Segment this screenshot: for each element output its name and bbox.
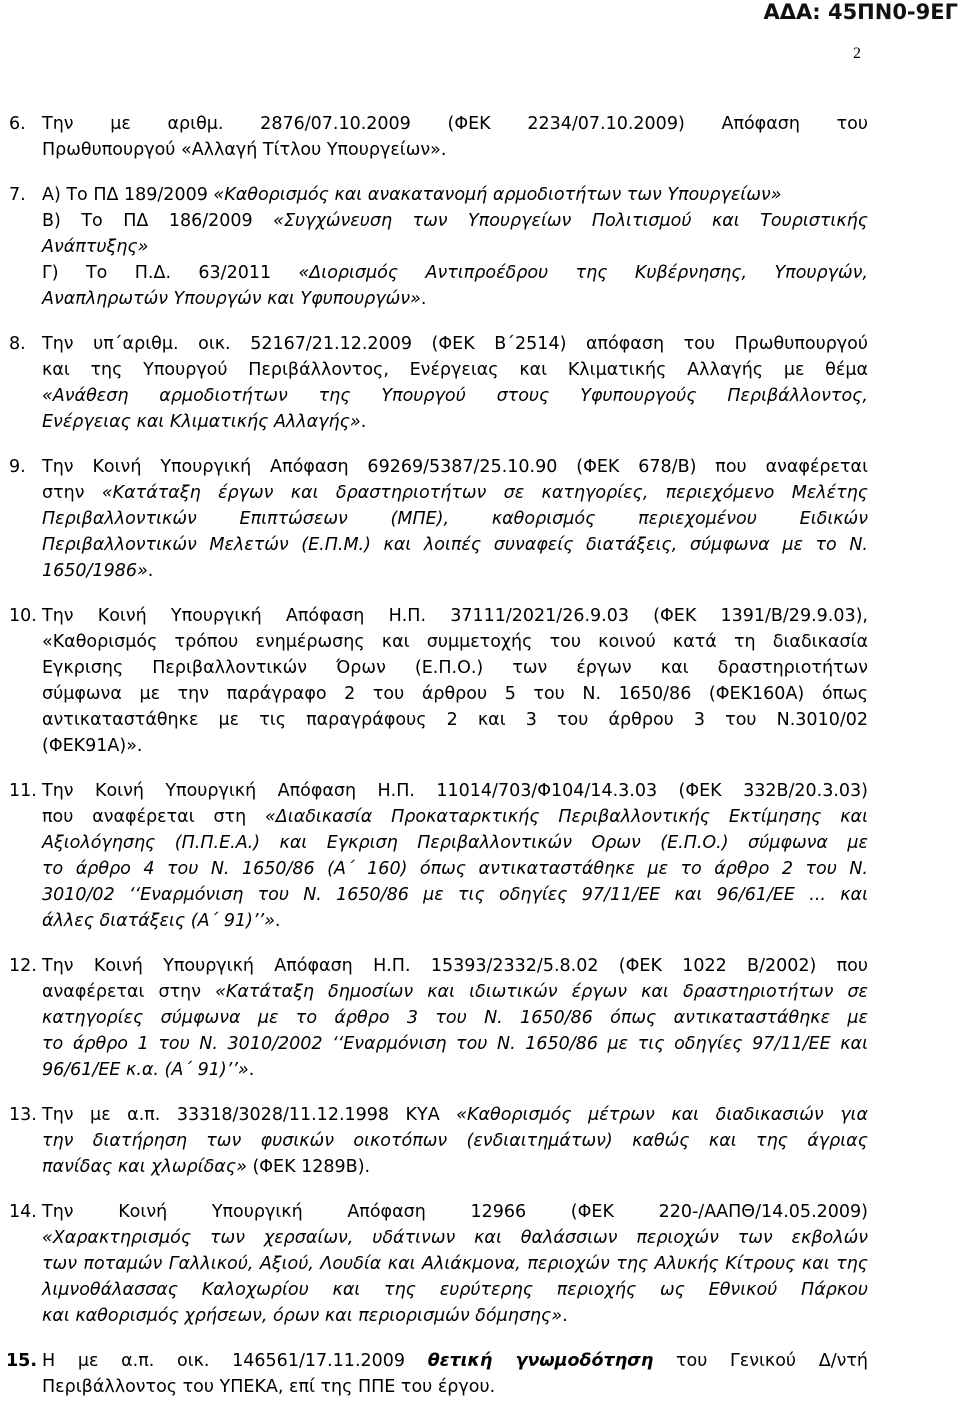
quoted-title: «Διαδικασία Προκαταρκτικής Περιβαλλοντικής Εκτίμησης και	[265, 807, 868, 827]
item-text	[42, 182, 868, 312]
text-run: Β) Το ΠΔ 186/2009	[42, 211, 274, 231]
text-line	[42, 234, 868, 260]
text-line	[42, 383, 868, 409]
list-item	[0, 182, 868, 312]
item-number: 13.	[9, 1105, 37, 1125]
text-run: Την με α.π. 33318/3028/11.12.1998 ΚΥΑ	[42, 1105, 457, 1125]
text-run: Εγκρισης Περιβαλλοντικών Όρων (Ε.Π.Ο.) των έργων και δραστηριοτήτων	[42, 658, 868, 678]
text-line	[42, 1128, 868, 1154]
text-line	[42, 1225, 868, 1251]
item-text	[42, 953, 868, 1083]
item-number: 15.	[6, 1351, 38, 1371]
item-text	[42, 1199, 868, 1329]
list-item	[0, 1102, 868, 1180]
text-line	[42, 1199, 868, 1225]
text-run: (ΦΕΚ91Α)».	[42, 736, 143, 756]
list-item	[0, 953, 868, 1083]
text-run: Γ) Το Π.Δ. 63/2011	[42, 263, 299, 283]
text-line	[42, 331, 868, 357]
text-line	[42, 260, 868, 286]
item-number: 7.	[9, 185, 26, 205]
item-text	[42, 603, 868, 759]
quoted-title: Ανάπτυξης»	[42, 237, 149, 257]
text-line	[42, 1303, 868, 1329]
text-line	[42, 1154, 868, 1180]
text-line	[42, 111, 868, 137]
quoted-title: Περιβαλλοντικών Επιπτώσεων (ΜΠΕ), καθορισμός περιεχομένου Ειδικών	[42, 509, 868, 529]
text-line	[42, 733, 868, 759]
item-text	[42, 778, 868, 934]
item-number: 10.	[9, 606, 37, 626]
quoted-title: την διατήρηση των φυσικών οικοτόπων (ενδιαιτημάτων) καθώς και της άγριας	[42, 1131, 868, 1151]
text-line	[42, 1057, 868, 1083]
text-run: «Καθορισμός τρόπου ενημέρωσης και συμμετοχής του κοινού κατά τη διαδικασία	[42, 632, 868, 652]
ada-code: ΑΔΑ: 45ΠΝ0-9ΕΓ	[763, 0, 958, 24]
item-text	[42, 331, 868, 435]
legal-references-list	[0, 111, 868, 1400]
item-number: 12.	[9, 956, 37, 976]
text-line	[42, 1374, 868, 1400]
text-line	[42, 409, 868, 435]
text-run: που αναφέρεται στη	[42, 807, 265, 827]
quoted-title: «Κατάταξη έργων και δραστηριοτήτων σε κατηγορίες, περιεχόμενο Μελέτης	[101, 483, 869, 503]
quoted-title: κατηγορίες σύμφωνα με το άρθρο 3 του Ν. 1650/86 όπως αντικαταστάθηκε με	[42, 1008, 868, 1028]
emphasis-text: θετική γνωμοδότηση	[427, 1351, 654, 1371]
page-number: 2	[853, 45, 861, 62]
text-run: Περιβάλλοντος του ΥΠΕΚΑ, επί της ΠΠΕ του έργου.	[42, 1377, 496, 1397]
text-line	[42, 953, 868, 979]
text-line	[42, 1031, 868, 1057]
text-run: Την Κοινή Υπουργική Απόφαση Η.Π. 11014/703/Φ104/14.3.03 (ΦΕΚ 332Β/20.3.03)	[42, 781, 868, 801]
text-run: .	[360, 412, 367, 432]
list-item	[0, 111, 868, 163]
item-number: 8.	[9, 334, 26, 354]
text-line	[42, 1005, 868, 1031]
list-item	[0, 1199, 868, 1329]
list-item	[0, 331, 868, 435]
quoted-title: το άρθρο 1 του Ν. 3010/2002 ‘‘Εναρμόνιση του Ν. 1650/86 με τις οδηγίες 97/11/ΕΕ και	[42, 1034, 868, 1054]
quoted-title: και καθορισμός χρήσεων, όρων και περιορισμών δόμησης»	[42, 1306, 563, 1326]
text-run: αντικαταστάθηκε με τις παραγράφους 2 και 3 του άρθρου 3 του Ν.3010/02	[42, 710, 868, 730]
text-run: .	[562, 1306, 568, 1326]
text-run: σύμφωνα με την παράγραφο 2 του άρθρου 5 του Ν. 1650/86 (ΦΕΚ160Α) όπως	[42, 684, 868, 704]
text-line	[42, 856, 868, 882]
text-line	[42, 804, 868, 830]
text-run: Την Κοινή Υπουργική Απόφαση 69269/5387/25.10.90 (ΦΕΚ 678/Β) που αναφέρεται	[42, 457, 868, 477]
item-text	[42, 1348, 868, 1400]
text-run: του Γενικού Δ/ντή	[653, 1351, 868, 1371]
text-line	[42, 778, 868, 804]
quoted-title: Αξιολόγησης (Π.Π.Ε.Α.) και Εγκριση Περιβαλλοντικών Ορων (Ε.Π.Ο.) σύμφωνα με	[42, 833, 868, 853]
text-run: Πρωθυπουργού «Αλλαγή Τίτλου Υπουργείων».	[42, 140, 447, 160]
item-number: 14.	[9, 1202, 37, 1222]
text-run: (ΦΕΚ 1289Β).	[246, 1157, 371, 1177]
text-line	[42, 480, 868, 506]
text-line	[42, 182, 868, 208]
item-text	[42, 111, 868, 163]
text-line	[42, 655, 868, 681]
text-line	[42, 454, 868, 480]
item-number: 11.	[9, 781, 37, 801]
list-item	[0, 454, 868, 584]
text-line	[42, 908, 868, 934]
text-line	[42, 208, 868, 234]
quoted-title: 1650/1986»	[42, 561, 148, 581]
text-line	[42, 1251, 868, 1277]
text-run: .	[420, 289, 427, 309]
list-item	[0, 778, 868, 934]
quoted-title: «Καθορισμός και ανακατανομή αρμοδιοτήτων των Υπουργείων»	[213, 185, 782, 205]
quoted-title: των ποταμών Γαλλικού, Αξιού, Λουδία και Αλιάκμονα, περιοχών της Αλυκής Κίτρους και της	[42, 1254, 868, 1274]
quoted-title: Αναπληρωτών Υπουργών και Υφυπουργών»	[42, 289, 421, 309]
text-run: αναφέρεται στην	[42, 982, 216, 1002]
text-run: .	[274, 911, 281, 931]
text-run: και της Υπουργού Περιβάλλοντος, Ενέργειας και Κλιματικής Αλλαγής με θέμα	[42, 360, 868, 380]
text-line	[42, 357, 868, 383]
quoted-title: «Διορισμός Αντιπροέδρου της Κυβέρνησης, Υπουργών,	[298, 263, 868, 283]
text-run: .	[248, 1060, 255, 1080]
text-line	[42, 629, 868, 655]
text-line	[42, 1277, 868, 1303]
quoted-title: πανίδας και χλωρίδας»	[42, 1157, 247, 1177]
text-line	[42, 830, 868, 856]
text-line	[42, 707, 868, 733]
text-run: .	[147, 561, 154, 581]
text-line	[42, 979, 868, 1005]
text-line	[42, 681, 868, 707]
list-item	[0, 603, 868, 759]
quoted-title: Περιβαλλοντικών Μελετών (Ε.Π.Μ.) και λοιπές συναφείς διατάξεις, σύμφωνα με το Ν.	[42, 535, 868, 555]
text-run: Την Κοινή Υπουργική Απόφαση Η.Π. 37111/2021/26.9.03 (ΦΕΚ 1391/Β/29.9.03),	[42, 606, 868, 626]
quoted-title: 96/61/ΕΕ κ.α. (Α΄ 91)’’»	[42, 1060, 249, 1080]
text-run: Α) Το ΠΔ 189/2009	[42, 185, 214, 205]
item-text	[42, 454, 868, 584]
item-number: 6.	[9, 114, 26, 134]
quoted-title: το άρθρο 4 του Ν. 1650/86 (Α΄ 160) όπως αντικαταστάθηκε με το άρθρο 2 του Ν.	[42, 859, 868, 879]
text-run: Η με α.π. οικ. 146561/17.11.2009	[42, 1351, 428, 1371]
quoted-title: «Καθορισμός μέτρων και διαδικασιών για	[456, 1105, 869, 1125]
text-line	[42, 1102, 868, 1128]
text-line	[42, 506, 868, 532]
text-run: Την υπ΄αριθμ. οικ. 52167/21.12.2009 (ΦΕΚ Β΄2514) απόφαση του Πρωθυπουργού	[42, 334, 868, 354]
quoted-title: «Ανάθεση αρμοδιοτήτων της Υπουργού στους Υφυπουργούς Περιβάλλοντος,	[42, 386, 868, 406]
text-line	[42, 882, 868, 908]
text-run: Την Κοινή Υπουργική Απόφαση 12966 (ΦΕΚ 220-/ΑΑΠΘ/14.05.2009)	[42, 1202, 868, 1222]
text-line	[42, 532, 868, 558]
quoted-title: «Κατάταξη δημοσίων και ιδιωτικών έργων και δραστηριοτήτων σε	[215, 982, 869, 1002]
text-line	[42, 1348, 868, 1374]
quoted-title: άλλες διατάξεις (Α΄ 91)’’»	[42, 911, 275, 931]
text-line	[42, 286, 868, 312]
text-line	[42, 558, 868, 584]
text-line	[42, 137, 868, 163]
quoted-title: λιμνοθάλασσας Καλοχωρίου και της ευρύτερης περιοχής ως Εθνικού Πάρκου	[42, 1280, 868, 1300]
item-number: 9.	[9, 457, 26, 477]
quoted-title: Ενέργειας και Κλιματικής Αλλαγής»	[42, 412, 361, 432]
quoted-title: «Χαρακτηρισμός των χερσαίων, υδάτινων και θαλάσσιων περιοχών των εκβολών	[42, 1228, 868, 1248]
list-item	[0, 1348, 868, 1400]
text-line	[42, 603, 868, 629]
text-run: Την με αριθμ. 2876/07.10.2009 (ΦΕΚ 2234/07.10.2009) Απόφαση του	[42, 114, 868, 134]
quoted-title: «Συγχώνευση των Υπουργείων Πολιτισμού και Τουριστικής	[273, 211, 868, 231]
text-run: στην	[42, 483, 102, 503]
quoted-title: 3010/02 ‘‘Εναρμόνιση του Ν. 1650/86 με τις οδηγίες 97/11/ΕΕ και 96/61/ΕΕ ... και	[42, 885, 868, 905]
text-run: Την Κοινή Υπουργική Απόφαση Η.Π. 15393/2332/5.8.02 (ΦΕΚ 1022 Β/2002) που	[42, 956, 868, 976]
item-text	[42, 1102, 868, 1180]
